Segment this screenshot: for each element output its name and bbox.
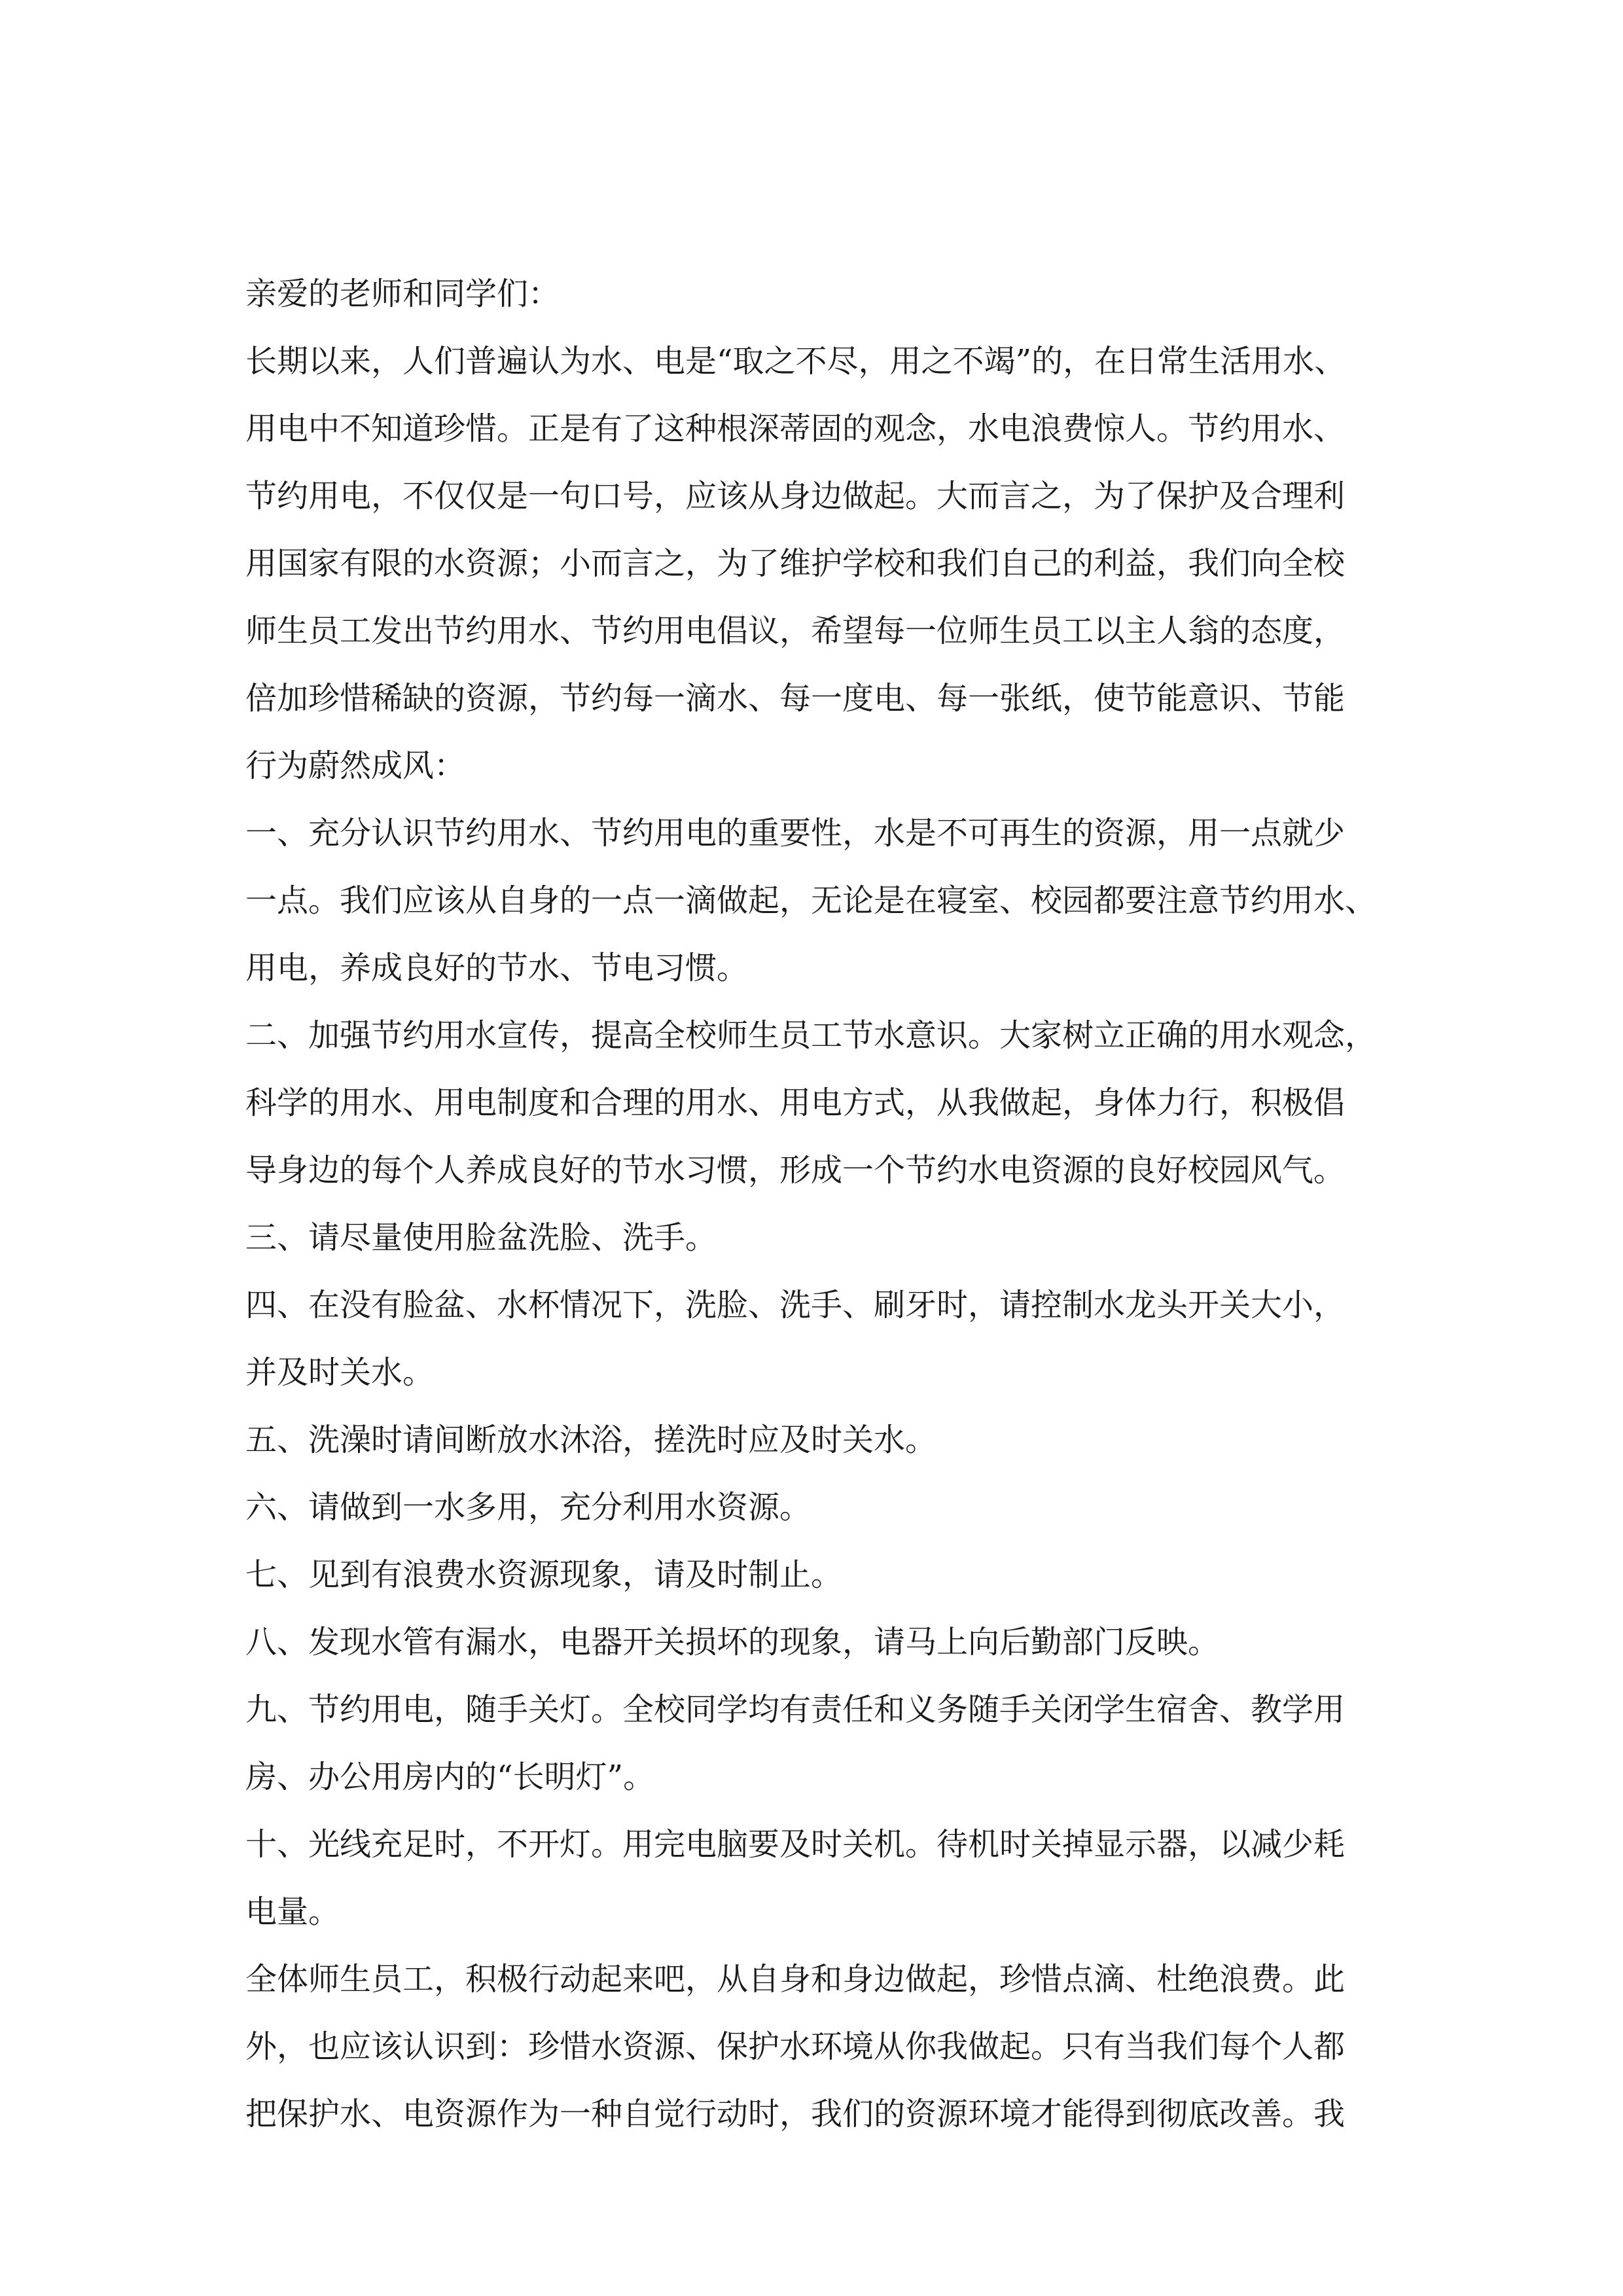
list-item-line: 四、在没有脸盆、水杯情况下，洗脸、洗手、刷牙时，请控制水龙头开关大小，	[245, 1287, 1346, 1323]
body-text	[245, 260, 1391, 2148]
list-item-line: 五、洗澡时请间断放水沐浴，搓洗时应及时关水。	[245, 1422, 937, 1458]
text-line: 用电，养成良好的节水、节电习惯。	[245, 950, 749, 986]
text-line: 电量。	[245, 1893, 340, 1930]
list-item-line: 十、光线充足时，不开灯。用完电脑要及时关机。待机时关掉显示器，以减少耗	[245, 1826, 1346, 1863]
text-line: 房、办公用房内的“长明灯”。	[245, 1759, 655, 1795]
list-item-line: 六、请做到一水多用，充分利用水资源。	[245, 1489, 812, 1526]
salutation-line: 亲爱的老师和同学们：	[245, 276, 560, 312]
text-line: 长期以来，人们普遍认为水、电是“取之不尽，用之不竭”的，在日常生活用水、	[245, 343, 1346, 380]
list-item-line: 八、发现水管有漏水，电器开关损坏的现象，请马上向后勤部门反映。	[245, 1624, 1220, 1660]
list-item-line: 一、充分认识节约用水、节约用电的重要性，水是不可再生的资源，用一点就少	[245, 815, 1346, 852]
list-item-line: 三、请尽量使用脸盆洗脸、洗手。	[245, 1219, 717, 1256]
text-line: 倍加珍惜稀缺的资源，节约每一滴水、每一度电、每一张纸，使节能意识、节能	[245, 680, 1346, 717]
text-line: 师生员工发出节约用水、节约用电倡议，希望每一位师生员工以主人翁的态度，	[245, 613, 1346, 649]
text-line: 全体师生员工，积极行动起来吧，从自身和身边做起，珍惜点滴、杜绝浪费。此	[245, 1961, 1346, 1998]
text-line: 外，也应该认识到：珍惜水资源、保护水环境从你我做起。只有当我们每个人都	[245, 2028, 1346, 2065]
text-line: 节约用电，不仅仅是一句口号，应该从身边做起。大而言之，为了保护及合理利	[245, 478, 1346, 514]
text-line: 行为蔚然成风：	[245, 747, 466, 784]
text-line: 导身边的每个人养成良好的节水习惯，形成一个节约水电资源的良好校园风气。	[245, 1152, 1346, 1189]
text-line: 并及时关水。	[245, 1354, 435, 1391]
text-line: 一点。我们应该从自身的一点一滴做起，无论是在寝室、校园都要注意节约用水、	[245, 882, 1377, 919]
text-line: 用国家有限的水资源；小而言之，为了维护学校和我们自己的利益，我们向全校	[245, 545, 1346, 582]
list-item-line: 九、节约用电，随手关灯。全校同学均有责任和义务随手关闭学生宿舍、教学用	[245, 1691, 1346, 1728]
text-line: 科学的用水、用电制度和合理的用水、用电方式，从我做起，身体力行，积极倡	[245, 1085, 1346, 1121]
list-item-line: 二、加强节约用水宣传，提高全校师生员工节水意识。大家树立正确的用水观念，	[245, 1017, 1377, 1054]
text-line: 把保护水、电资源作为一种自觉行动时，我们的资源环境才能得到彻底改善。我	[245, 2096, 1346, 2132]
list-item-line: 七、见到有浪费水资源现象，请及时制止。	[245, 1556, 843, 1593]
text-line: 用电中不知道珍惜。正是有了这种根深蒂固的观念，水电浪费惊人。节约用水、	[245, 410, 1346, 447]
